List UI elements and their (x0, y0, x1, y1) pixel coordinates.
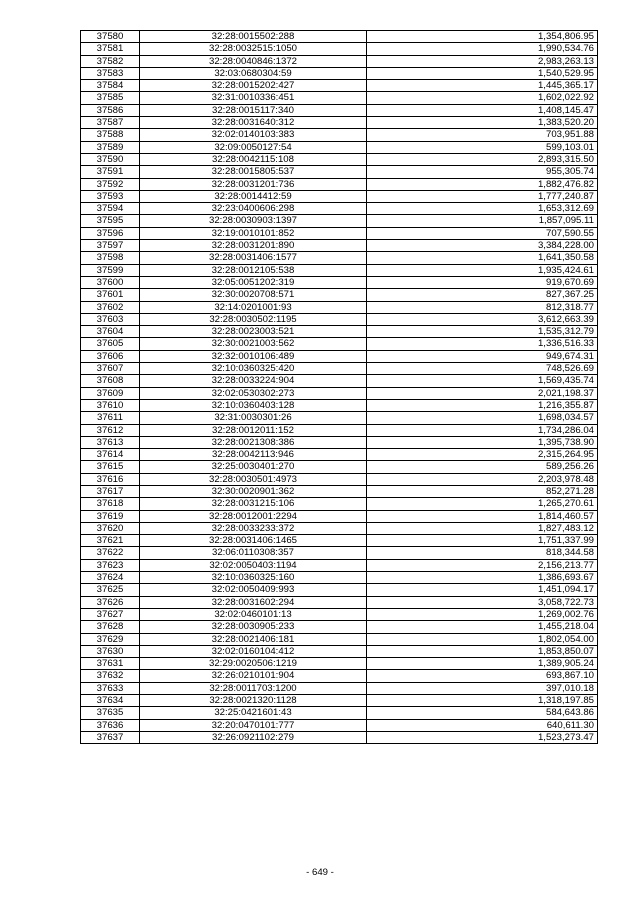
table-row (81, 166, 598, 178)
amount-cell: 1,451,094.17 (367, 584, 598, 596)
cadastral-number-cell: 32:28:0015502:288 (140, 31, 367, 43)
amount-cell: 1,265,270.61 (367, 498, 598, 510)
table-row (81, 264, 598, 276)
amount-cell: 1,336,516.33 (367, 338, 598, 350)
amount-cell: 1,540,529.95 (367, 67, 598, 79)
table-row (81, 449, 598, 461)
row-number-cell: 37610 (81, 399, 140, 411)
cadastral-number-cell: 32:28:0012001:2294 (140, 510, 367, 522)
row-number-cell: 37594 (81, 203, 140, 215)
row-number-cell: 37635 (81, 707, 140, 719)
row-number-cell: 37595 (81, 215, 140, 227)
row-number-cell: 37617 (81, 485, 140, 497)
row-number-cell: 37632 (81, 670, 140, 682)
table-row (81, 510, 598, 522)
table-row (81, 190, 598, 202)
amount-cell: 3,058,722.73 (367, 596, 598, 608)
row-number-cell: 37589 (81, 141, 140, 153)
row-number-cell: 37613 (81, 436, 140, 448)
cadastral-number-cell: 32:28:0021308:386 (140, 436, 367, 448)
cadastral-number-cell: 32:30:0020708:571 (140, 289, 367, 301)
cadastral-number-cell: 32:28:0032515:1050 (140, 43, 367, 55)
cadastral-number-cell: 32:28:0042115:108 (140, 153, 367, 165)
table-row (81, 80, 598, 92)
cadastral-number-cell: 32:10:0360325:160 (140, 572, 367, 584)
table-body (81, 31, 598, 744)
amount-cell: 2,315,264.95 (367, 449, 598, 461)
row-number-cell: 37599 (81, 264, 140, 276)
cadastral-number-cell: 32:28:0031406:1465 (140, 535, 367, 547)
table-row (81, 313, 598, 325)
amount-cell: 1,814,460.57 (367, 510, 598, 522)
amount-cell: 1,354,806.95 (367, 31, 598, 43)
cadastral-number-cell: 32:28:0031215:106 (140, 498, 367, 510)
cadastral-number-cell: 32:02:0140103:383 (140, 129, 367, 141)
row-number-cell: 37588 (81, 129, 140, 141)
table-row (81, 461, 598, 473)
row-number-cell: 37585 (81, 92, 140, 104)
amount-cell: 703,951.88 (367, 129, 598, 141)
row-number-cell: 37597 (81, 240, 140, 252)
amount-cell: 1,777,240.87 (367, 190, 598, 202)
row-number-cell: 37634 (81, 695, 140, 707)
row-number-cell: 37600 (81, 276, 140, 288)
amount-cell: 1,269,002.76 (367, 608, 598, 620)
amount-cell: 397,010.18 (367, 682, 598, 694)
row-number-cell: 37622 (81, 547, 140, 559)
table-row (81, 153, 598, 165)
row-number-cell: 37590 (81, 153, 140, 165)
amount-cell: 919,670.69 (367, 276, 598, 288)
table-row (81, 584, 598, 596)
cadastral-number-cell: 32:28:0031406:1577 (140, 252, 367, 264)
row-number-cell: 37580 (81, 31, 140, 43)
row-number-cell: 37603 (81, 313, 140, 325)
table-row (81, 203, 598, 215)
table-row (81, 104, 598, 116)
cadastral-number-cell: 32:02:0050409:993 (140, 584, 367, 596)
row-number-cell: 37586 (81, 104, 140, 116)
row-number-cell: 37629 (81, 633, 140, 645)
amount-cell: 1,751,337.99 (367, 535, 598, 547)
amount-cell: 1,535,312.79 (367, 326, 598, 338)
cadastral-number-cell: 32:31:0030301:26 (140, 412, 367, 424)
table-row (81, 707, 598, 719)
cadastral-number-cell: 32:28:0033224:904 (140, 375, 367, 387)
table-row (81, 473, 598, 485)
row-number-cell: 37601 (81, 289, 140, 301)
row-number-cell: 37620 (81, 522, 140, 534)
cadastral-number-cell: 32:25:0030401:270 (140, 461, 367, 473)
amount-cell: 1,853,850.07 (367, 645, 598, 657)
row-number-cell: 37636 (81, 719, 140, 731)
cadastral-number-cell: 32:02:0530302:273 (140, 387, 367, 399)
amount-cell: 748,526.69 (367, 363, 598, 375)
cadastral-number-cell: 32:28:0040846:1372 (140, 55, 367, 67)
page-number: - 649 - (306, 867, 334, 878)
amount-cell: 1,882,476.82 (367, 178, 598, 190)
row-number-cell: 37602 (81, 301, 140, 313)
amount-cell: 599,103.01 (367, 141, 598, 153)
cadastral-number-cell: 32:02:0160104:412 (140, 645, 367, 657)
cadastral-number-cell: 32:28:0021320:1128 (140, 695, 367, 707)
table-row (81, 535, 598, 547)
table-row (81, 412, 598, 424)
amount-cell: 1,935,424.61 (367, 264, 598, 276)
cadastral-number-cell: 32:28:0042113:946 (140, 449, 367, 461)
table-row (81, 559, 598, 571)
table-row (81, 522, 598, 534)
amount-cell: 2,893,315.50 (367, 153, 598, 165)
amount-cell: 1,455,218.04 (367, 621, 598, 633)
amount-cell: 1,523,273.47 (367, 731, 598, 743)
amount-cell: 1,641,350.58 (367, 252, 598, 264)
row-number-cell: 37612 (81, 424, 140, 436)
cadastral-number-cell: 32:28:0023003:521 (140, 326, 367, 338)
table-row (81, 608, 598, 620)
amount-cell: 1,698,034.57 (367, 412, 598, 424)
row-number-cell: 37616 (81, 473, 140, 485)
row-number-cell: 37609 (81, 387, 140, 399)
amount-cell: 707,590.55 (367, 227, 598, 239)
row-number-cell: 37581 (81, 43, 140, 55)
row-number-cell: 37630 (81, 645, 140, 657)
table-row (81, 129, 598, 141)
cadastral-number-cell: 32:28:0030502:1195 (140, 313, 367, 325)
row-number-cell: 37607 (81, 363, 140, 375)
cadastral-number-cell: 32:02:0460101:13 (140, 608, 367, 620)
cadastral-number-cell: 32:14:0201001:93 (140, 301, 367, 313)
row-number-cell: 37628 (81, 621, 140, 633)
amount-cell: 1,216,355.87 (367, 399, 598, 411)
cadastral-number-cell: 32:23:0400606:298 (140, 203, 367, 215)
row-number-cell: 37592 (81, 178, 140, 190)
cadastral-number-cell: 32:28:0012105:538 (140, 264, 367, 276)
amount-cell: 1,569,435.74 (367, 375, 598, 387)
table-row (81, 350, 598, 362)
row-number-cell: 37615 (81, 461, 140, 473)
cadastral-number-cell: 32:28:0031640:312 (140, 117, 367, 129)
cadastral-number-cell: 32:09:0050127:54 (140, 141, 367, 153)
row-number-cell: 37604 (81, 326, 140, 338)
row-number-cell: 37587 (81, 117, 140, 129)
table-row (81, 682, 598, 694)
amount-cell: 1,857,095.11 (367, 215, 598, 227)
row-number-cell: 37591 (81, 166, 140, 178)
cadastral-number-cell: 32:28:0012011:152 (140, 424, 367, 436)
amount-cell: 818,344.58 (367, 547, 598, 559)
amount-cell: 1,734,286.04 (367, 424, 598, 436)
table-row (81, 178, 598, 190)
row-number-cell: 37618 (81, 498, 140, 510)
row-number-cell: 37608 (81, 375, 140, 387)
row-number-cell: 37637 (81, 731, 140, 743)
amount-cell: 2,156,213.77 (367, 559, 598, 571)
amount-cell: 1,389,905.24 (367, 658, 598, 670)
table-row (81, 621, 598, 633)
cadastral-number-cell: 32:05:0051202:319 (140, 276, 367, 288)
amount-cell: 1,445,365.17 (367, 80, 598, 92)
table-row (81, 436, 598, 448)
row-number-cell: 37584 (81, 80, 140, 92)
table-row (81, 92, 598, 104)
amount-cell: 1,990,534.76 (367, 43, 598, 55)
cadastral-number-cell: 32:28:0030905:233 (140, 621, 367, 633)
row-number-cell: 37621 (81, 535, 140, 547)
cadastral-number-cell: 32:10:0360403:128 (140, 399, 367, 411)
cadastral-number-cell: 32:28:0031201:736 (140, 178, 367, 190)
table-row (81, 215, 598, 227)
table-row (81, 43, 598, 55)
amount-cell: 693,867.10 (367, 670, 598, 682)
cadastral-number-cell: 32:29:0020506:1219 (140, 658, 367, 670)
table-row (81, 658, 598, 670)
amount-cell: 2,203,978.48 (367, 473, 598, 485)
parcel-value-table (80, 30, 598, 744)
cadastral-number-cell: 32:28:0015805:537 (140, 166, 367, 178)
cadastral-number-cell: 32:28:0030903:1397 (140, 215, 367, 227)
amount-cell: 1,318,197.85 (367, 695, 598, 707)
cadastral-number-cell: 32:30:0021003:562 (140, 338, 367, 350)
table-row (81, 633, 598, 645)
amount-cell: 3,612,663.39 (367, 313, 598, 325)
amount-cell: 852,271.28 (367, 485, 598, 497)
amount-cell: 1,802,054.00 (367, 633, 598, 645)
amount-cell: 1,653,312.69 (367, 203, 598, 215)
row-number-cell: 37605 (81, 338, 140, 350)
table-row (81, 399, 598, 411)
row-number-cell: 37606 (81, 350, 140, 362)
cadastral-number-cell: 32:02:0050403:1194 (140, 559, 367, 571)
table-row (81, 276, 598, 288)
amount-cell: 827,367.25 (367, 289, 598, 301)
cadastral-number-cell: 32:06:0110308:357 (140, 547, 367, 559)
row-number-cell: 37614 (81, 449, 140, 461)
table-row (81, 363, 598, 375)
row-number-cell: 37611 (81, 412, 140, 424)
amount-cell: 589,256.26 (367, 461, 598, 473)
cadastral-number-cell: 32:28:0015117:340 (140, 104, 367, 116)
amount-cell: 1,383,520.20 (367, 117, 598, 129)
table-row (81, 326, 598, 338)
row-number-cell: 37596 (81, 227, 140, 239)
amount-cell: 640,611.30 (367, 719, 598, 731)
table-row (81, 387, 598, 399)
table-row (81, 240, 598, 252)
table-row (81, 731, 598, 743)
cadastral-number-cell: 32:28:0031201:890 (140, 240, 367, 252)
cadastral-number-cell: 32:26:0210101:904 (140, 670, 367, 682)
cadastral-number-cell: 32:03:0680304:59 (140, 67, 367, 79)
cadastral-number-cell: 32:31:0010336:451 (140, 92, 367, 104)
table-row (81, 31, 598, 43)
row-number-cell: 37633 (81, 682, 140, 694)
cadastral-number-cell: 32:26:0921102:279 (140, 731, 367, 743)
row-number-cell: 37593 (81, 190, 140, 202)
row-number-cell: 37619 (81, 510, 140, 522)
table-row (81, 252, 598, 264)
table-row (81, 338, 598, 350)
table-row (81, 375, 598, 387)
table-row (81, 55, 598, 67)
amount-cell: 3,384,228.00 (367, 240, 598, 252)
cadastral-number-cell: 32:19:0010101:852 (140, 227, 367, 239)
table-row (81, 227, 598, 239)
cadastral-number-cell: 32:28:0030501:4973 (140, 473, 367, 485)
cadastral-number-cell: 32:32:0010106:489 (140, 350, 367, 362)
table-row (81, 547, 598, 559)
table-row (81, 596, 598, 608)
amount-cell: 1,395,738.90 (367, 436, 598, 448)
cadastral-number-cell: 32:10:0360325:420 (140, 363, 367, 375)
row-number-cell: 37627 (81, 608, 140, 620)
row-number-cell: 37583 (81, 67, 140, 79)
cadastral-number-cell: 32:28:0031602:294 (140, 596, 367, 608)
table-row (81, 301, 598, 313)
table-row (81, 117, 598, 129)
amount-cell: 584,643.86 (367, 707, 598, 719)
cadastral-number-cell: 32:28:0011703:1200 (140, 682, 367, 694)
amount-cell: 1,827,483.12 (367, 522, 598, 534)
cadastral-number-cell: 32:28:0014412:59 (140, 190, 367, 202)
cadastral-number-cell: 32:30:0020901:362 (140, 485, 367, 497)
table-row (81, 498, 598, 510)
amount-cell: 1,602,022.92 (367, 92, 598, 104)
row-number-cell: 37582 (81, 55, 140, 67)
amount-cell: 2,983,263.13 (367, 55, 598, 67)
table-row (81, 670, 598, 682)
cadastral-number-cell: 32:28:0015202:427 (140, 80, 367, 92)
row-number-cell: 37623 (81, 559, 140, 571)
table-row (81, 719, 598, 731)
cadastral-number-cell: 32:20:0470101:777 (140, 719, 367, 731)
table-row (81, 695, 598, 707)
table-row (81, 485, 598, 497)
row-number-cell: 37624 (81, 572, 140, 584)
table-row (81, 645, 598, 657)
amount-cell: 1,386,693.67 (367, 572, 598, 584)
amount-cell: 949,674.31 (367, 350, 598, 362)
amount-cell: 812,318.77 (367, 301, 598, 313)
table-row (81, 424, 598, 436)
cadastral-number-cell: 32:25:0421601:43 (140, 707, 367, 719)
amount-cell: 2,021,198.37 (367, 387, 598, 399)
table-row (81, 67, 598, 79)
table-row (81, 572, 598, 584)
row-number-cell: 37598 (81, 252, 140, 264)
cadastral-number-cell: 32:28:0021406:181 (140, 633, 367, 645)
amount-cell: 1,408,145.47 (367, 104, 598, 116)
row-number-cell: 37625 (81, 584, 140, 596)
row-number-cell: 37631 (81, 658, 140, 670)
table-row (81, 289, 598, 301)
amount-cell: 955,305.74 (367, 166, 598, 178)
table-row (81, 141, 598, 153)
cadastral-number-cell: 32:28:0033233:372 (140, 522, 367, 534)
row-number-cell: 37626 (81, 596, 140, 608)
